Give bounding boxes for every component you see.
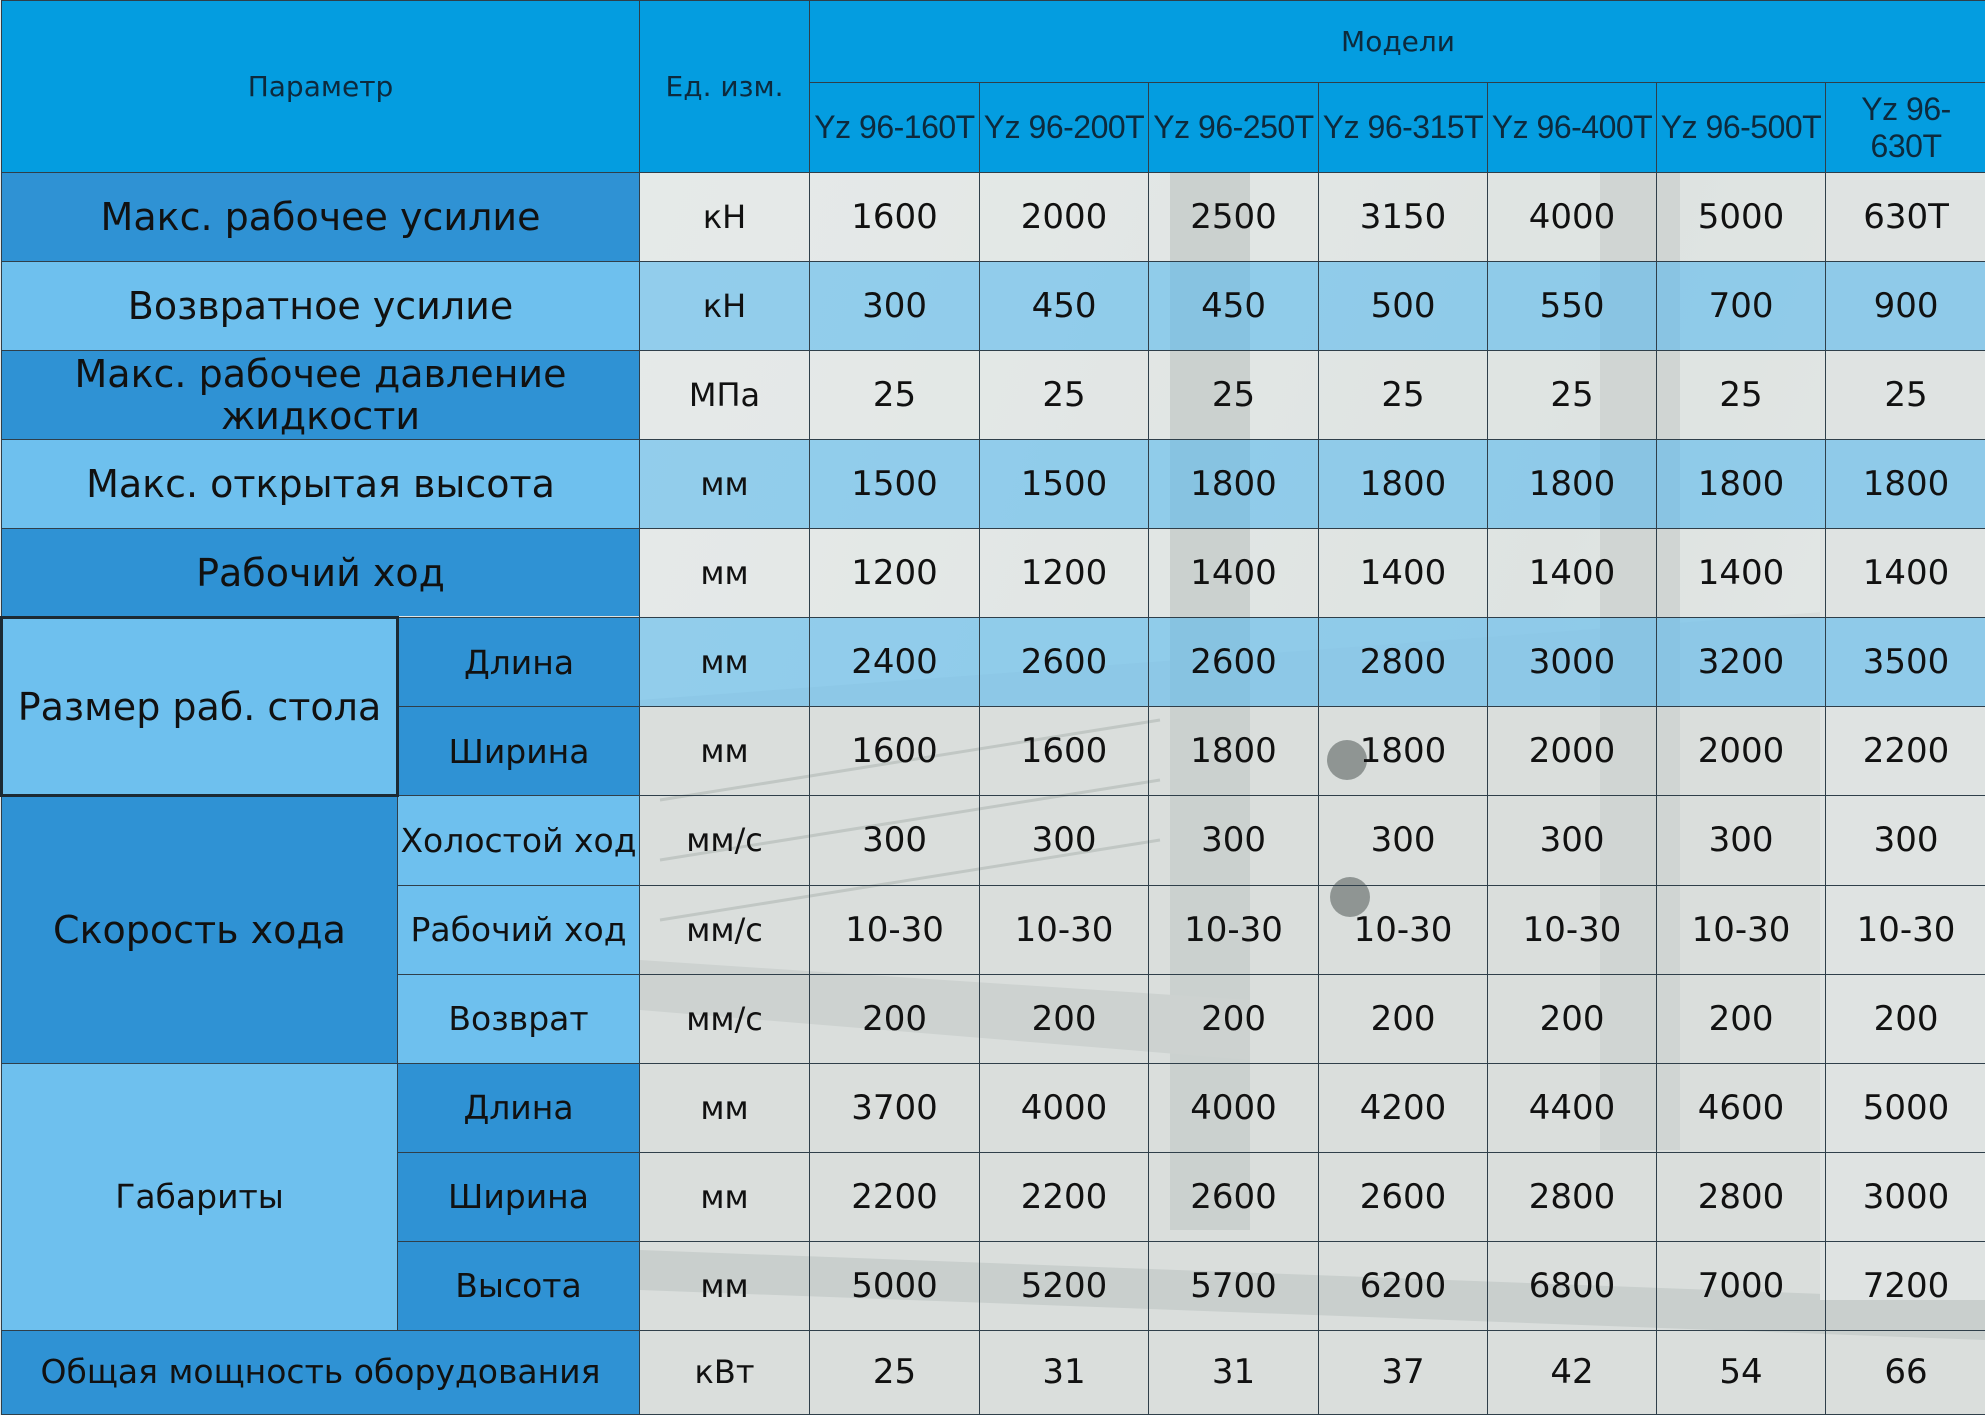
model-header: Yz 96-200T xyxy=(980,83,1149,173)
value-cell: 3000 xyxy=(1488,618,1657,707)
sub-label: Холостой ход xyxy=(398,796,640,885)
model-header: Yz 96-160T xyxy=(810,83,980,173)
value-cell: 25 xyxy=(810,1330,980,1414)
value-cell: 1800 xyxy=(1149,707,1319,796)
value-cell: 4000 xyxy=(1488,173,1657,262)
value-cell: 300 xyxy=(980,796,1149,885)
value-cell: 450 xyxy=(1149,262,1319,351)
row-unit: мм xyxy=(640,707,810,796)
model-header: Yz 96-630T xyxy=(1826,83,1985,173)
row-label: Макс. рабочее усилие xyxy=(2,173,640,262)
row-unit: мм xyxy=(640,618,810,707)
value-cell: 25 xyxy=(1826,351,1985,440)
model-header: Yz 96-250T xyxy=(1149,83,1319,173)
value-cell: 10-30 xyxy=(1826,885,1985,974)
value-cell: 10-30 xyxy=(1149,885,1319,974)
param-header: Параметр xyxy=(2,1,640,173)
value-cell: 1400 xyxy=(1488,529,1657,618)
value-cell: 1400 xyxy=(1826,529,1985,618)
value-cell: 5200 xyxy=(980,1241,1149,1330)
value-cell: 1600 xyxy=(980,707,1149,796)
row-unit: мм xyxy=(640,440,810,529)
value-cell: 300 xyxy=(1149,796,1319,885)
row-label: Общая мощность оборудования xyxy=(2,1330,640,1414)
value-cell: 25 xyxy=(1488,351,1657,440)
value-cell: 1500 xyxy=(810,440,980,529)
row-max-force xyxy=(2,173,1985,262)
value-cell: 1400 xyxy=(1657,529,1826,618)
value-cell: 200 xyxy=(810,974,980,1063)
value-cell: 4600 xyxy=(1657,1063,1826,1152)
value-cell: 2600 xyxy=(1319,1152,1488,1241)
value-cell: 7200 xyxy=(1826,1241,1985,1330)
value-cell: 31 xyxy=(980,1330,1149,1414)
group-label-dimensions: Габариты xyxy=(2,1063,398,1330)
value-cell: 2600 xyxy=(1149,1152,1319,1241)
sub-label: Длина xyxy=(398,618,640,707)
value-cell: 300 xyxy=(810,262,980,351)
sub-label: Высота xyxy=(398,1241,640,1330)
row-working-stroke xyxy=(2,529,1985,618)
value-cell: 300 xyxy=(1319,796,1488,885)
row-unit: кН xyxy=(640,262,810,351)
sub-label: Возврат xyxy=(398,974,640,1063)
value-cell: 1800 xyxy=(1149,440,1319,529)
value-cell: 200 xyxy=(1826,974,1985,1063)
value-cell: 31 xyxy=(1149,1330,1319,1414)
sub-label: Рабочий ход xyxy=(398,885,640,974)
unit-header: Ед. изм. xyxy=(640,1,810,173)
row-unit: мм/с xyxy=(640,796,810,885)
group-label-speed: Скорость хода xyxy=(2,796,398,1063)
value-cell: 1400 xyxy=(1319,529,1488,618)
value-cell: 5700 xyxy=(1149,1241,1319,1330)
row-table-length xyxy=(2,618,1985,707)
header-row-top xyxy=(2,1,1985,83)
value-cell: 5000 xyxy=(810,1241,980,1330)
value-cell: 2500 xyxy=(1149,173,1319,262)
value-cell: 200 xyxy=(1319,974,1488,1063)
value-cell: 5000 xyxy=(1657,173,1826,262)
value-cell: 200 xyxy=(1488,974,1657,1063)
value-cell: 1800 xyxy=(1826,440,1985,529)
value-cell: 300 xyxy=(810,796,980,885)
value-cell: 54 xyxy=(1657,1330,1826,1414)
value-cell: 1600 xyxy=(810,707,980,796)
value-cell: 450 xyxy=(980,262,1149,351)
row-total-power xyxy=(2,1330,1985,1414)
value-cell: 700 xyxy=(1657,262,1826,351)
row-unit: мм xyxy=(640,529,810,618)
row-unit: мм xyxy=(640,1241,810,1330)
value-cell: 6200 xyxy=(1319,1241,1488,1330)
value-cell: 3700 xyxy=(810,1063,980,1152)
value-cell: 4000 xyxy=(1149,1063,1319,1152)
value-cell: 200 xyxy=(1657,974,1826,1063)
value-cell: 7000 xyxy=(1657,1241,1826,1330)
value-cell: 10-30 xyxy=(1488,885,1657,974)
value-cell: 3200 xyxy=(1657,618,1826,707)
value-cell: 2200 xyxy=(1826,707,1985,796)
row-unit: кН xyxy=(640,173,810,262)
value-cell: 1500 xyxy=(980,440,1149,529)
row-unit: мм xyxy=(640,1063,810,1152)
row-max-pressure xyxy=(2,351,1985,440)
row-return-force xyxy=(2,262,1985,351)
value-cell: 10-30 xyxy=(1319,885,1488,974)
row-unit: мм xyxy=(640,1152,810,1241)
value-cell: 1800 xyxy=(1319,707,1488,796)
value-cell: 25 xyxy=(980,351,1149,440)
value-cell: 300 xyxy=(1657,796,1826,885)
value-cell: 5000 xyxy=(1826,1063,1985,1152)
model-header: Yz 96-400T xyxy=(1488,83,1657,173)
value-cell: 1200 xyxy=(810,529,980,618)
value-cell: 6800 xyxy=(1488,1241,1657,1330)
row-label: Макс. рабочее давление жидкости xyxy=(2,351,640,440)
group-label-table-size: Размер раб. стола xyxy=(2,618,398,796)
value-cell: 66 xyxy=(1826,1330,1985,1414)
value-cell: 2400 xyxy=(810,618,980,707)
value-cell: 200 xyxy=(980,974,1149,1063)
value-cell: 2800 xyxy=(1488,1152,1657,1241)
value-cell: 2000 xyxy=(1488,707,1657,796)
value-cell: 2000 xyxy=(1657,707,1826,796)
value-cell: 2600 xyxy=(1149,618,1319,707)
value-cell: 3500 xyxy=(1826,618,1985,707)
value-cell: 2200 xyxy=(810,1152,980,1241)
value-cell: 10-30 xyxy=(810,885,980,974)
value-cell: 2600 xyxy=(980,618,1149,707)
value-cell: 2000 xyxy=(980,173,1149,262)
value-cell: 1800 xyxy=(1319,440,1488,529)
value-cell: 25 xyxy=(1319,351,1488,440)
row-dim-length xyxy=(2,1063,1985,1152)
value-cell: 2800 xyxy=(1319,618,1488,707)
sub-label: Ширина xyxy=(398,707,640,796)
value-cell: 300 xyxy=(1488,796,1657,885)
value-cell: 550 xyxy=(1488,262,1657,351)
value-cell: 25 xyxy=(810,351,980,440)
value-cell: 900 xyxy=(1826,262,1985,351)
value-cell: 2200 xyxy=(980,1152,1149,1241)
value-cell: 37 xyxy=(1319,1330,1488,1414)
row-label: Рабочий ход xyxy=(2,529,640,618)
row-unit: МПа xyxy=(640,351,810,440)
row-label: Макс. открытая высота xyxy=(2,440,640,529)
value-cell: 10-30 xyxy=(1657,885,1826,974)
value-cell: 10-30 xyxy=(980,885,1149,974)
row-unit: кВт xyxy=(640,1330,810,1414)
value-cell: 300 xyxy=(1826,796,1985,885)
models-header: Модели xyxy=(810,1,1985,83)
sub-label: Ширина xyxy=(398,1152,640,1241)
value-cell: 25 xyxy=(1657,351,1826,440)
row-speed-idle xyxy=(2,796,1985,885)
value-cell: 1800 xyxy=(1488,440,1657,529)
value-cell: 1600 xyxy=(810,173,980,262)
value-cell: 200 xyxy=(1149,974,1319,1063)
value-cell: 42 xyxy=(1488,1330,1657,1414)
value-cell: 1400 xyxy=(1149,529,1319,618)
row-max-open-height xyxy=(2,440,1985,529)
value-cell: 25 xyxy=(1149,351,1319,440)
row-unit: мм/с xyxy=(640,885,810,974)
value-cell: 1800 xyxy=(1657,440,1826,529)
row-label: Возвратное усилие xyxy=(2,262,640,351)
value-cell: 4200 xyxy=(1319,1063,1488,1152)
value-cell: 3000 xyxy=(1826,1152,1985,1241)
value-cell: 1200 xyxy=(980,529,1149,618)
row-unit: мм/с xyxy=(640,974,810,1063)
value-cell: 630T xyxy=(1826,173,1985,262)
model-header: Yz 96-500T xyxy=(1657,83,1826,173)
value-cell: 4000 xyxy=(980,1063,1149,1152)
value-cell: 3150 xyxy=(1319,173,1488,262)
value-cell: 4400 xyxy=(1488,1063,1657,1152)
model-header: Yz 96-315T xyxy=(1319,83,1488,173)
sub-label: Длина xyxy=(398,1063,640,1152)
value-cell: 2800 xyxy=(1657,1152,1826,1241)
value-cell: 500 xyxy=(1319,262,1488,351)
